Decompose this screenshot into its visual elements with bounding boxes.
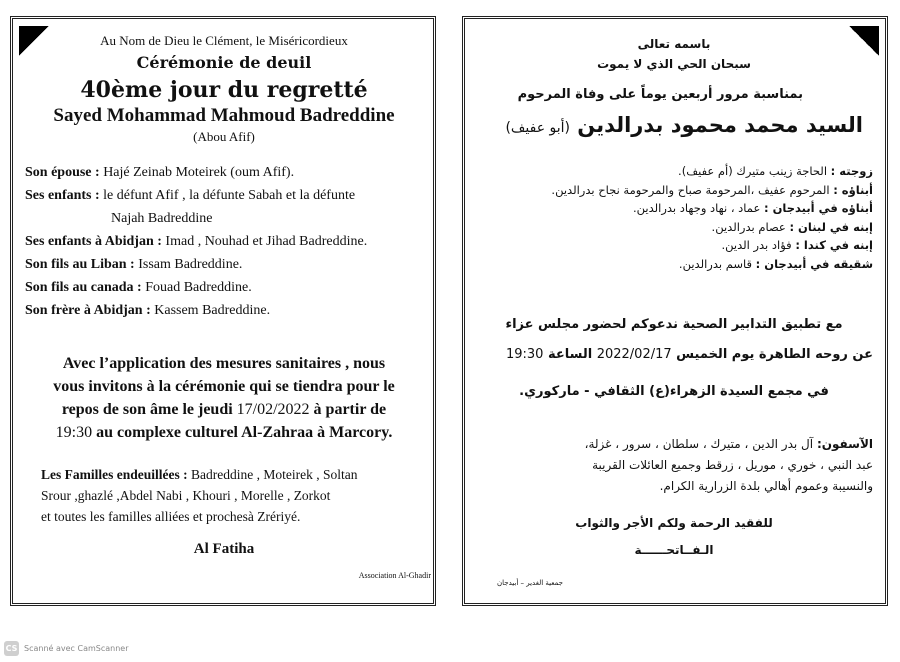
family-value: Imad , Nouhad et Jihad Badreddine. <box>161 234 368 249</box>
family-value: فؤاد بدر الدين. <box>721 238 796 252</box>
basmala: باسمه تعالى <box>637 37 711 51</box>
invite-line <box>475 347 873 362</box>
mourners-line <box>475 434 873 455</box>
ceremony-time: 19:30 <box>505 347 544 362</box>
family-label: Son fils au canada : <box>25 280 142 295</box>
deceased-nickname: (Abou Afif) <box>193 129 255 144</box>
family-value: المرحوم عفيف ،المرحومة صباح والمرحومة نجاح بدرالدين. <box>551 182 834 197</box>
family-label: أبناؤه : <box>833 182 873 197</box>
mourners-line: والنسيبة وعموم أهالي بلدة الزرارية الكرام. <box>659 479 873 493</box>
invitation-text <box>25 352 423 444</box>
mourners-label: الآسفون: <box>816 437 873 451</box>
family-row <box>475 236 873 255</box>
family-label: أبناؤه في أبيدجان : <box>763 201 873 215</box>
french-notice-panel <box>10 16 436 606</box>
families-line: Srour ,ghazlé ,Abdel Nabi , Khouri , Morelle , Zorkot <box>41 488 331 503</box>
invite-line: مع تطبيق التدابير الصحية ندعوكم لحضور مجلس عزاء <box>505 317 843 332</box>
fatiha: الـفــاتحــــــة <box>634 543 714 557</box>
bereaved-families <box>41 464 423 527</box>
association-signature: جمعية الغدير – أبيدجان <box>496 579 563 587</box>
family-row <box>25 253 423 276</box>
mourners <box>475 434 873 497</box>
fortieth-day-title: 40ème jour du regretté <box>80 77 368 103</box>
invite-text: عن روحه الطاهرة يوم الخميس <box>671 347 873 362</box>
family-row <box>25 276 423 299</box>
family-row <box>25 184 423 207</box>
ceremony-date: 17/02/2022 <box>236 401 310 418</box>
invite-line <box>25 398 423 421</box>
invite-line: في مجمع السيدة الزهراء(ع) الثقافي - ماركوري. <box>519 384 829 399</box>
family-label: شقيقه في أبيدجان : <box>755 256 873 271</box>
arabic-notice-panel <box>462 16 888 606</box>
family-label: إبنه في لبنان : <box>789 219 873 234</box>
family-row <box>475 162 873 181</box>
ceremony-date: 2022/02/17 <box>596 347 672 362</box>
deceased-name <box>475 113 873 137</box>
family-row <box>25 299 423 322</box>
mourners-line: عبد النبي ، خوري ، موريل ، زرقط وجميع العائلات القريبة <box>592 458 873 472</box>
invite-text: au complexe culturel Al-Zahraa à Marcory. <box>92 424 393 441</box>
family-value: Issam Badreddine. <box>134 257 243 272</box>
family-value: le défunt Afif , la défunte Sabah et la défunte <box>99 188 356 203</box>
family-value: الحاجة زينب متيرك (أم عفيف). <box>678 164 831 178</box>
family-row <box>25 161 423 184</box>
fatiha: Al Fatiha <box>193 541 255 557</box>
family-label: Ses enfants : <box>25 188 100 203</box>
invite-text: à partir de <box>309 401 387 418</box>
families-value: Badreddine , Moteirek , Soltan <box>187 467 358 482</box>
mourners-value: آل بدر الدين ، متيرك ، سلطان ، سرور ، غزلة، <box>584 437 817 451</box>
family-value: عماد ، نهاد وجهاد بدرالدين. <box>633 201 764 215</box>
association-signature: Association Al-Ghadir <box>358 571 431 580</box>
invocation: Au Nom de Dieu le Clément, le Miséricordieux <box>100 33 348 48</box>
invocation: سبحان الحي الذي لا يموت <box>597 57 751 71</box>
family-value: عصام بدرالدين. <box>711 219 790 234</box>
camscanner-logo-icon: CS <box>4 641 19 656</box>
family-value: Fouad Badreddine. <box>141 280 252 295</box>
families-line <box>41 464 423 485</box>
deceased-name-text: السيد محمد محمود بدرالدين <box>577 113 863 137</box>
family-label: إبنه في كندا : <box>795 238 873 252</box>
family-value: Najah Badreddine <box>111 211 213 226</box>
family-row <box>475 181 873 200</box>
invite-text: repos de son âme le jeudi <box>61 401 237 418</box>
family-row <box>475 199 873 218</box>
invite-line: Avec l’application des mesures sanitaires , nous <box>62 355 386 372</box>
family-value: Hajé Zeinab Moteirek (oum Afif). <box>99 165 295 180</box>
deceased-nickname: (أبو عفيف) <box>505 120 570 136</box>
family-label: زوجته : <box>830 164 873 178</box>
scanner-text: Scanné avec CamScanner <box>24 643 129 653</box>
ceremony-time: 19:30 <box>55 424 93 441</box>
invite-line <box>25 421 423 444</box>
ceremony-title: Cérémonie de deuil <box>136 53 312 72</box>
family-value: Kassem Badreddine. <box>150 303 271 318</box>
invite-line: vous invitons à la cérémonie qui se tiendra pour le <box>53 378 395 395</box>
family-label: Ses enfants à Abidjan : <box>25 234 162 249</box>
scanner-watermark <box>4 640 129 656</box>
family-list <box>25 161 423 322</box>
family-row <box>25 230 423 253</box>
families-line: et toutes les familles alliées et prochesà Zrériyé. <box>41 509 301 524</box>
family-label: Son frère à Abidjan : <box>25 303 151 318</box>
family-row <box>25 207 423 230</box>
family-row <box>475 218 873 237</box>
family-value: قاسم بدرالدين. <box>678 256 756 271</box>
family-list <box>475 162 873 273</box>
family-label: Son fils au Liban : <box>25 257 135 272</box>
deceased-name: Sayed Mohammad Mahmoud Badreddine <box>53 105 395 126</box>
closing-prayer: للفقيد الرحمة ولكم الأجر والثواب <box>575 516 773 530</box>
occasion-line: بمناسبة مرور أربعين يوماً على وفاة المرحوم <box>517 87 803 102</box>
families-label: Les Familles endeuillées : <box>41 467 188 482</box>
family-label: Son épouse : <box>25 165 100 180</box>
family-row <box>475 255 873 274</box>
invite-text: الساعة <box>543 347 597 362</box>
